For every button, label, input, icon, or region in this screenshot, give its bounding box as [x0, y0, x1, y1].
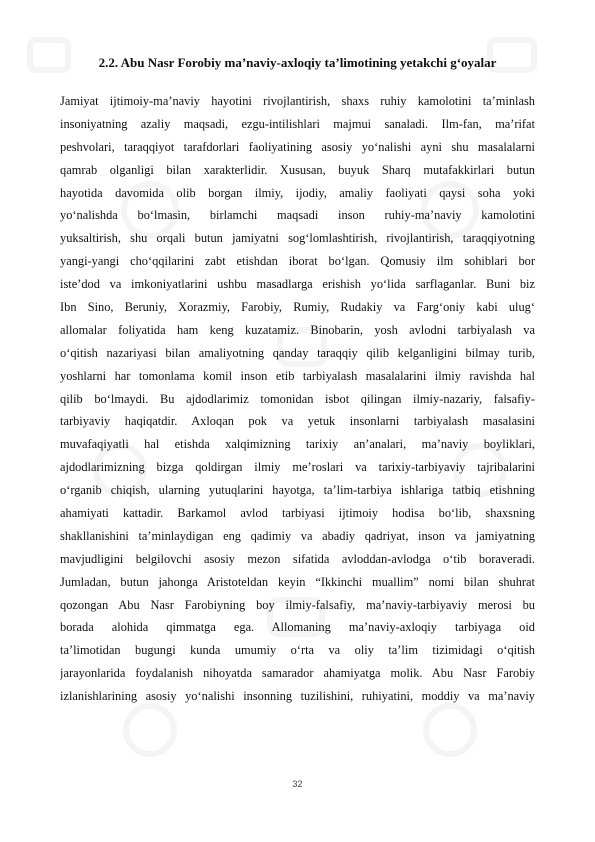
- text-line: borada alohida qimmatga ega. Allomaning ma’naviy-axloqiy tarbiyaga oid: [60, 620, 535, 635]
- text-line: yo‘nalishda bo‘lmasin, birlamchi maqsadi inson ruhiy-ma’naviy kamolotini: [60, 208, 535, 223]
- section-heading: 2.2. Abu Nasr Forobiy ma’naviy-axloqiy ta’limotining yetakchi g‘oyalar: [98, 55, 497, 70]
- text-line: Jumladan, butun jahonga Aristoteldan keyin “Ikkinchi muallim” nomi bilan shuhrat: [60, 574, 535, 589]
- text-line: o‘rganib chiqish, ularning yutuqlarini hayotga, ta’lim-tarbiya ishlariga tatbiq etishning: [60, 483, 535, 498]
- page-number: 32: [292, 779, 303, 789]
- text-line: ajdodlarimizning bizga qoldirgan ilmiy me’roslari va tarixiy-tarbiyaviy tajribalarini: [60, 460, 535, 475]
- text-line: yoshlarni har tomonlama komil inson etib tarbiyalash masalalarini ilmiy ravishda hal: [60, 368, 535, 383]
- text-line: qamrab olganligi bilan xarakterlidir. Xususan, buyuk Sharq mutafakkirlari butun: [60, 162, 535, 177]
- text-line: tarbiyaviy haqiqatdir. Axloqan pok va yetuk insonlarni tarbiyalash masalasini: [60, 414, 535, 429]
- text-line: Jamiyat ijtimoiy-ma’naviy hayotini rivojlantirish, shaxs ruhiy kamolotini ta’minlash: [60, 94, 535, 108]
- text-line: insoniyatning azaliy maqsadi, ezgu-intilishlari majmui sanaladi. Ilm-fan, ma’rifat: [60, 116, 535, 131]
- text-line: izlanishlarining asosiy yo‘nalishi insonning tuzilishini, ruhiyatini, moddiy va ma’naviy: [60, 689, 535, 704]
- text-line: allomalar foliyatida ham keng kuzatamiz. Binobarin, yosh avlodni tarbiyalash va: [60, 322, 535, 337]
- text-line: muvafaqiyatli hal etishda xalqimizning tarixiy an’analari, ma’naviy boyliklari,: [60, 437, 535, 452]
- text-line: mavjudligini belgilovchi asosiy mezon sifatida avloddan-avlodga o‘tib boraveradi.: [60, 551, 535, 566]
- text-line: o‘qitish nazariyasi bilan amaliyotning qanday taraqqiy qilib kelganligini bilmay turib,: [60, 345, 535, 360]
- text-line: yuksaltirish, shu orqali butun jamiyatni sog‘lomlashtirish, rivojlantirish, taraqqiyotning: [60, 231, 535, 246]
- text-line: peshvolari, taraqqiyot tarafdorlari faoliyatining asosiy yo‘nalishi ayni shu masalalarni: [60, 139, 535, 154]
- text-line: yangi-yangi cho‘qqilarini zabt etishdan iborat bo‘lgan. Qomusiy ilm sohiblari bor: [60, 254, 535, 269]
- text-line: hayotida davomida olib borgan ilmiy, ijodiy, amaliy faoliyati qaysi soha yoki: [60, 185, 535, 200]
- text-line: qozongan Abu Nasr Farobiyning boy ilmiy-falsafiy, ma’naviy-tarbiyaviy merosi bu: [60, 597, 535, 612]
- text-line: shakllanishini ta’minlaydigan eng qadimiy va abadiy qadriyat, inson va jamiyatning: [60, 528, 535, 543]
- text-line: iste’dod va imkoniyatlarini ushbu masadlarga erishish yo‘lida sarflaganlar. Buni biz: [60, 277, 535, 292]
- body-paragraph: [60, 90, 535, 708]
- text-line: ahamiyati kattadir. Barkamol avlod tarbiyasi ijtimoiy hodisa bo‘lib, shaxsning: [60, 506, 535, 521]
- text-line: Ibn Sino, Beruniy, Xorazmiy, Farobiy, Rumiy, Rudakiy va Farg‘oniy kabi ulug‘: [60, 300, 535, 315]
- text-line: ta’limotidan bugungi kunda umumiy o‘rta va oliy ta’lim tizimidagi o‘qitish: [60, 643, 535, 658]
- text-line: qilib bo‘lmaydi. Bu ajdodlarimiz tomonidan isbot qilingan ilmiy-nazariy, falsafiy-: [60, 391, 535, 406]
- text-line: jarayonlarida foydalanish nihoyatda samarador ahamiyatga molik. Abu Nasr Farobiy: [60, 666, 535, 681]
